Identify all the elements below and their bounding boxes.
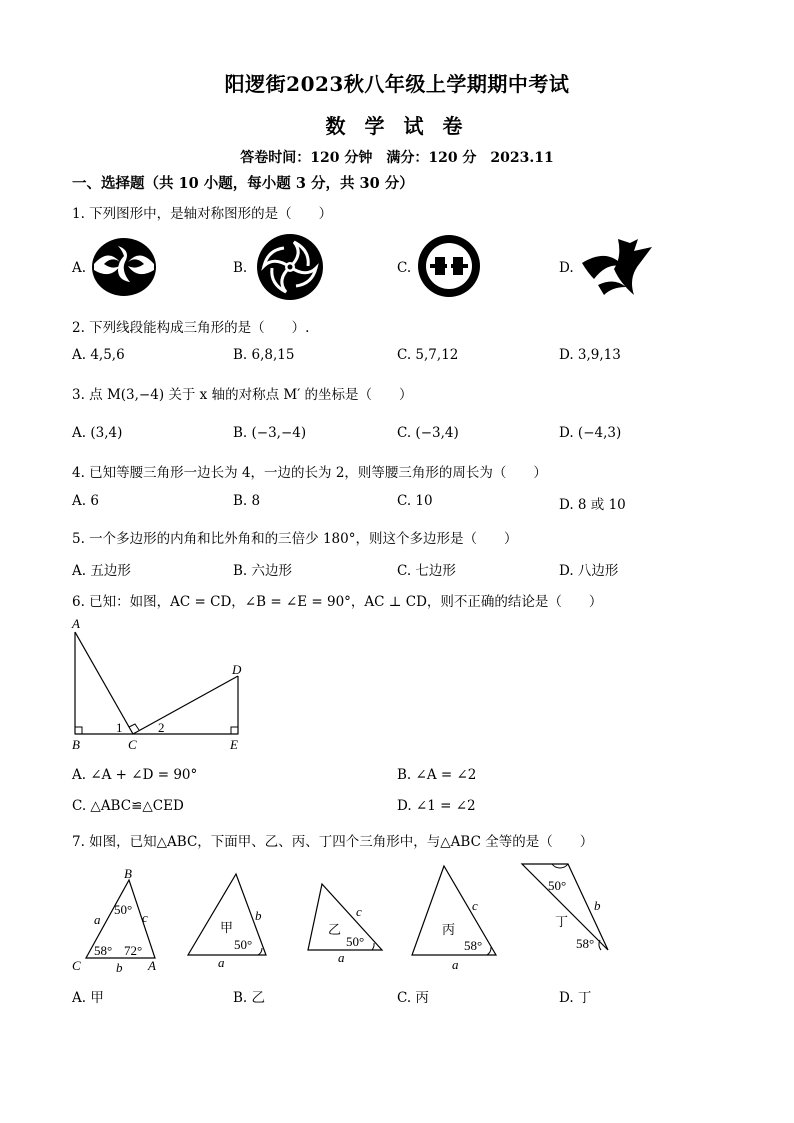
q5-option-c[interactable]: C. 七边形 [397,563,456,579]
abc-b-vertex: B [124,866,132,881]
q6-figure [66,614,256,754]
q1-option-c[interactable]: C. [397,260,412,276]
q7-option-a[interactable]: A. 甲 [72,990,104,1006]
q7-option-c[interactable]: C. 丙 [397,990,429,1006]
emblem-a-icon [90,236,158,298]
jia-label: 甲 [220,920,234,935]
q3-option-a[interactable]: A. (3,4) [72,425,123,441]
q5-option-a[interactable]: A. 五边形 [72,563,131,579]
triangle-ding [522,864,608,951]
q7-figure [66,862,616,974]
triangle-bing [412,866,496,972]
point-e-label: E [230,737,238,752]
ribbon-emblem-d-icon [578,233,658,299]
abc-c-vertex: C [72,958,81,973]
q2-option-c[interactable]: C. 5,7,12 [397,347,459,363]
q2-option-a[interactable]: A. 4,5,6 [72,347,125,363]
point-d-label: D [232,662,242,677]
exam-subject: 数 学 试 卷 [325,114,469,138]
q4-option-a[interactable]: A. 6 [72,493,99,509]
q1-option-a[interactable]: A. [72,260,87,276]
abc-angle-c: 58° [94,943,113,958]
q2-option-d[interactable]: D. 3,9,13 [559,347,621,363]
q7-option-b[interactable]: B. 乙 [233,990,266,1006]
q6-option-a[interactable]: A. ∠A + ∠D = 90° [72,767,198,783]
ding-side-b: b [594,898,601,913]
angle-2-label: 2 [158,720,165,735]
q6-option-c[interactable]: C. △ABC≌△CED [72,798,184,814]
q5-option-d[interactable]: D. 八边形 [559,563,619,579]
exam-title: 阳逻街2023秋八年级上学期期中考试 [224,72,570,96]
exam-info: 答卷时间：120 分钟 满分：120 分 2023.11 [240,150,554,166]
abc-side-b: b [116,960,123,974]
coin-emblem-c-icon [416,233,482,299]
question-1-stem: 1. 下列图形中，是轴对称图形的是（ ） [72,206,333,222]
point-b-label: B [72,737,80,752]
point-c-label: C [128,737,137,752]
triangle-abc [72,866,156,974]
q1-option-b[interactable]: B. [233,260,248,276]
q3-option-d[interactable]: D. (−4,3) [559,425,622,441]
q2-option-b[interactable]: B. 6,8,15 [233,347,295,363]
q4-option-b[interactable]: B. 8 [233,493,261,509]
abc-side-a: a [94,912,101,927]
jia-side-a: a [218,955,225,970]
yi-angle: 50° [346,934,365,949]
section-heading: 一、选择题（共 10 小题，每小题 3 分，共 30 分） [72,175,414,192]
angle-1-label: 1 [116,720,123,735]
question-5-stem: 5. 一个多边形的内角和比外角和的三倍少 180°，则这个多边形是（ ） [72,531,518,547]
q4-option-d[interactable]: D. 8 或 10 [559,497,626,513]
jia-angle: 50° [234,937,253,952]
q1-option-d[interactable]: D. [559,260,574,276]
ding-angle-bottom: 58° [576,936,595,951]
q3-option-b[interactable]: B. (−3,−4) [233,425,307,441]
swirl-emblem-b-icon [254,232,326,302]
bing-label: 丙 [442,922,456,937]
q7-option-d[interactable]: D. 丁 [559,990,592,1006]
question-6-stem: 6. 已知：如图，AC = CD，∠B = ∠E = 90°，AC ⊥ CD，则不正确的结论是（ ） [72,594,603,610]
question-7-stem: 7. 如图，已知△ABC，下面甲、乙、丙、丁四个三角形中，与△ABC 全等的是（ ） [72,834,594,850]
q3-option-c[interactable]: C. (−3,4) [397,425,459,441]
abc-angle-a: 72° [124,943,143,958]
yi-side-a: a [338,950,345,965]
abc-side-c: c [142,910,148,925]
point-a-label: A [72,616,80,631]
q5-option-b[interactable]: B. 六边形 [233,563,293,579]
q4-option-c[interactable]: C. 10 [397,493,433,509]
triangle-yi [308,884,382,965]
q6-option-d[interactable]: D. ∠1 = ∠2 [397,798,476,814]
q6-option-b[interactable]: B. ∠A = ∠2 [397,767,477,783]
abc-angle-b: 50° [114,902,133,917]
ding-angle-top: 50° [548,878,567,893]
jia-side-b: b [255,908,262,923]
question-3-stem: 3. 点 M(3,−4) 关于 x 轴的对称点 M′ 的坐标是（ ） [72,387,413,403]
abc-a-vertex: A [148,958,156,973]
yi-side-c: c [356,904,362,919]
question-4-stem: 4. 已知等腰三角形一边长为 4，一边的长为 2，则等腰三角形的周长为（ ） [72,465,547,481]
triangle-jia [188,874,266,970]
bing-side-c: c [472,898,478,913]
ding-label: 丁 [555,914,569,929]
bing-side-a: a [452,957,459,972]
yi-label: 乙 [328,922,342,937]
question-2-stem: 2. 下列线段能构成三角形的是（ ）. [72,320,310,336]
bing-angle: 58° [464,938,483,953]
